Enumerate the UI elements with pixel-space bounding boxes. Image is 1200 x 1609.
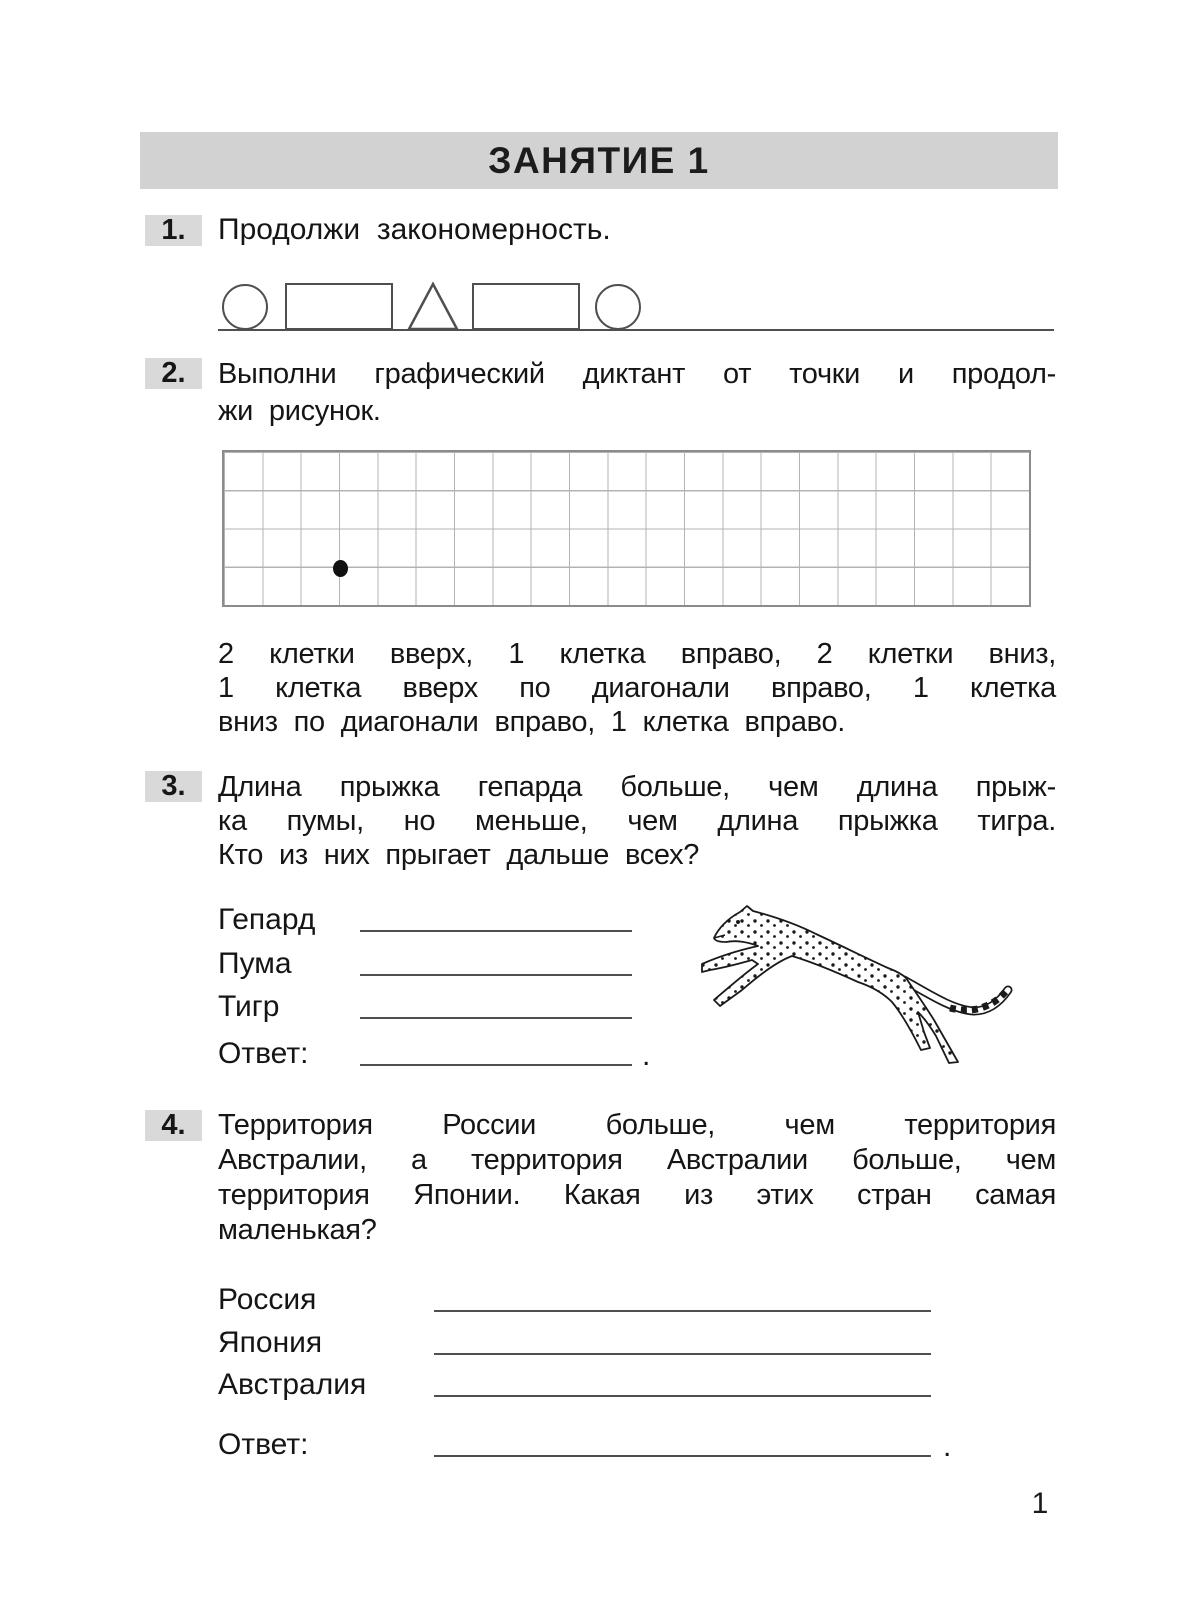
text-line: жи рисунок. <box>218 395 381 427</box>
text-line: Длина прыжка гепарда больше, чем длина прыж- <box>218 771 1056 803</box>
option-label: Тигр <box>218 990 280 1023</box>
answer-label: Ответ: <box>218 1037 309 1070</box>
page-number: 1 <box>1031 1487 1049 1520</box>
option-label: Пума <box>218 946 292 980</box>
circle-shape <box>595 284 641 330</box>
task-1-number: 1. <box>145 215 202 246</box>
task-3-number: 3. <box>145 771 202 802</box>
sentence-period: . <box>642 1039 651 1072</box>
cheetah-illustration <box>700 896 1022 1074</box>
rectangle-shape <box>472 283 580 330</box>
task-3-question <box>218 770 1056 872</box>
text-line: Территория России больше, чем территория <box>218 1109 1056 1141</box>
task-4-number: 4. <box>145 1110 202 1141</box>
drawing-grid[interactable] <box>222 450 1031 607</box>
start-dot <box>333 560 348 577</box>
text-line: Кто из них прыгает дальше всех? <box>218 839 700 871</box>
text-line: Австралии, а территория Австралии больше, чем <box>218 1144 1056 1176</box>
answer-blank[interactable] <box>434 1428 931 1457</box>
triangle-shape <box>406 281 460 331</box>
lesson-title: ЗАНЯТИЕ 1 <box>140 132 1058 189</box>
option-label: Австралия <box>218 1368 367 1401</box>
option-label: Гепард <box>218 903 316 936</box>
rectangle-shape <box>285 283 393 330</box>
answer-blank[interactable] <box>360 947 632 976</box>
text-line: 1 клетка вверх по диагонали вправо, 1 клетка <box>218 672 1056 704</box>
text-line: вниз по диагонали вправо, 1 клетка вправо. <box>218 706 846 738</box>
pattern-baseline[interactable] <box>218 329 1054 331</box>
text-line: ка пумы, но меньше, чем длина прыжка тигра. <box>218 805 1056 837</box>
dictation-text <box>218 637 1056 739</box>
task-4-question <box>218 1108 1056 1248</box>
answer-blank[interactable] <box>434 1283 931 1312</box>
option-label: Япония <box>218 1325 323 1359</box>
text-line: Выполни графический диктант от точки и продол- <box>218 358 1056 390</box>
sentence-period: . <box>943 1430 952 1463</box>
circle-shape <box>222 284 268 330</box>
task-2-number: 2. <box>145 358 202 389</box>
answer-blank[interactable] <box>360 990 632 1019</box>
answer-blank[interactable] <box>434 1326 931 1355</box>
task-2-instruction <box>218 356 1056 430</box>
text-line: территория Японии. Какая из этих стран самая <box>218 1179 1056 1211</box>
answer-label: Ответ: <box>218 1428 309 1461</box>
option-label: Россия <box>218 1283 317 1316</box>
text-line: маленькая? <box>218 1214 377 1246</box>
answer-blank[interactable] <box>434 1368 931 1397</box>
answer-blank[interactable] <box>360 903 632 932</box>
task-1-instruction: Продолжи закономерность. <box>218 213 611 246</box>
cheetah-eye <box>736 920 740 924</box>
text-line: 2 клетки вверх, 1 клетка вправо, 2 клетки вниз, <box>218 638 1056 670</box>
answer-blank[interactable] <box>360 1037 632 1066</box>
